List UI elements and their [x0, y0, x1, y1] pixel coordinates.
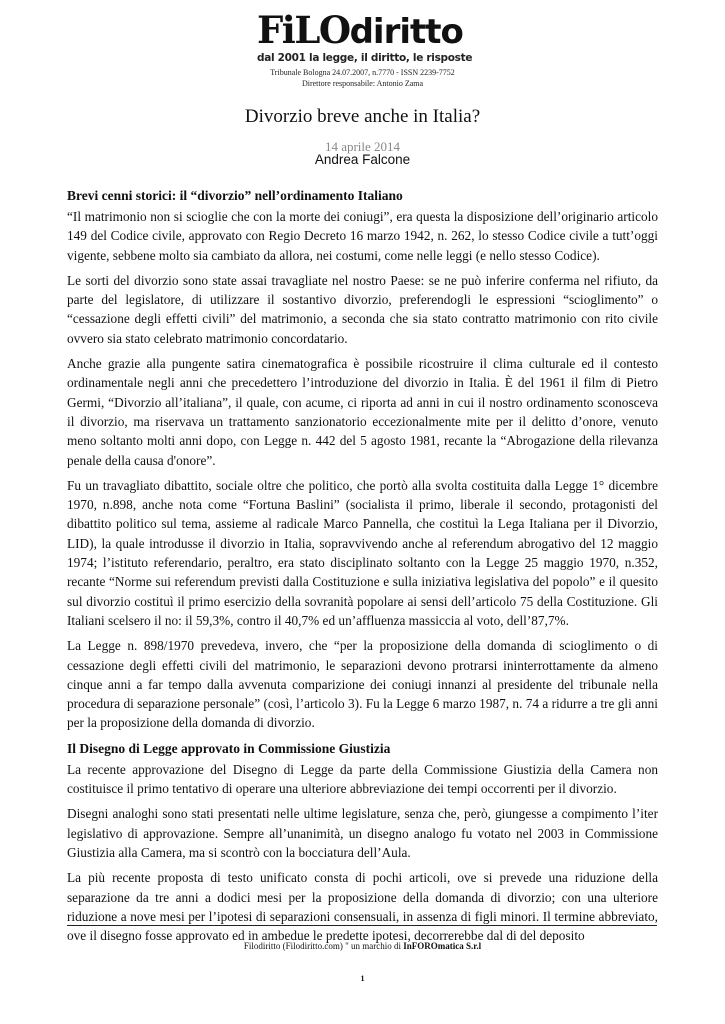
footer-divider [67, 925, 657, 926]
section-heading: Brevi cenni storici: il “divorzio” nell’ordinamento Italiano [67, 188, 403, 203]
paragraph: La più recente proposta di testo unificato consta di pochi articoli, ove si prevede una riduzione della separazione da tre anni a dodici mesi per la proposizione della domanda di divorzio; con una ulteriore riduzione a nove mesi per l’ipotesi di separazioni consensuali, in assenza di figli minori. Il termine abbreviato, ove il disegno fosse approvato ed in ambedue le predette ipotesi, decorrerebbe dal di del deposito [67, 870, 658, 944]
paragraph: Disegni analoghi sono stati presentati nelle ultime legislature, senza che, però, giungesse a compimento l’iter legislativo di approvazione. Sempre all’unanimità, un disegno analogo fu votato nel 2003 in Commissione Giustizia alla Camera, ma si scontrò con la bocciatura dell’Aula. [67, 806, 658, 860]
filodiritto-logo [257, 8, 473, 66]
article-body [67, 186, 658, 951]
paragraph: Le sorti del divorzio sono state assai travagliate nel nostro Paese: se ne può inferire conferma nel rifiuto, da parte del legislatore, di utilizzare il sostantivo divorzio, preferendogli le espressioni “scioglimento” o “cessazione degli effetti civili” del matrimonio, a seconda che sia stato contratto matrimonio con rito civile ovvero sia stato celebrato matrimonio concordatario. [67, 272, 658, 346]
paragraph: Fu un travagliato dibattito, sociale oltre che politico, che portò alla svolta costituita dalla Legge 1° dicembre 1970, n.898, anche nota come “Fortuna Baslini” (socialista il primo, liberale il secondo, protagonisti del dibattito politico sul tema, assieme al radicale Marco Pannella, che costituì la Lega Italiana per il Divorzio, LID), la quale introdusse il divorzio in Italia, sopravvivendo anche al referendum abrogativo del 12 maggio 1974; l’istituto referendario, peraltro, era stato disciplinato soltanto con la Legge 25 maggio 1970, n.352, recante “Norme sui referendum previsti dalla Costituzione e sulla iniziativa legislativa del popolo” e il quesito sul divorzio costituì il primo esercizio della sovranità popolare ai sensi dell’articolo 75 della Costituzione. Gli Italiani scelsero il no: il 59,3%, contro il 40,7% ed un’affluenza massiccia al voto, dell’87,7%. [67, 477, 658, 628]
page-footer [0, 941, 725, 951]
article-date: 14 aprile 2014 [324, 139, 401, 154]
footer-company: InFOROmatica S.r.l [403, 941, 482, 951]
director-info: Direttore responsabile: Antonio Zama [301, 79, 424, 88]
logo-wordmark [257, 8, 463, 52]
paragraph: La Legge n. 898/1970 prevedeva, invero, che “per la proposizione della domanda di scioglimento o di cessazione degli effetti civili del matrimonio, le separazioni devono protrarsi ininterrottamente da almeno cinque anni a far tempo dalla avvenuta comparizione dei coniugi innanzi al presidente del tribunale nella procedura di separazione personale” (così, l’articolo 3). Fu la Legge 6 marzo 1987, n. 74 a ridurre a tre gli anni per la proposizione della domanda di divorzio. [67, 638, 658, 731]
paragraph: “Il matrimonio non si scioglie che con la morte dei coniugi”, era questa la disposizione dell’originario articolo 149 del Codice civile, approvato con Regio Decreto 16 marzo 1942, n. 262, lo stesso Codice civile a tutt’oggi vigente, sebbene molto sia cambiato da allora, nei costumi, come nelle leggi (e nello stesso Codice). [67, 209, 658, 263]
logo-part2: diritto [349, 12, 463, 52]
article-author: Andrea Falcone [314, 152, 411, 167]
logo-tagline: dal 2001 la legge, il diritto, le risposte [257, 52, 473, 64]
logo-part1: FiLO [257, 8, 350, 52]
section-heading: Il Disegno di Legge approvato in Commissione Giustizia [67, 740, 391, 756]
article-title: Divorzio breve anche in Italia? [244, 106, 481, 127]
paragraph: La recente approvazione del Disegno di Legge da parte della Commissione Giustizia della Camera non costituisce il primo tentativo di operare una ulteriore abbreviazione dei tempi occorrenti per il divorzio. [67, 761, 658, 797]
footer-text: Filodiritto (Filodiritto.com) " un marchio di [243, 941, 404, 951]
registration-info: Tribunale Bologna 24.07.2007, n.7770 - ISSN 2239-7752 [270, 68, 455, 77]
page-number: 1 [360, 974, 365, 983]
paragraph: Anche grazie alla pungente satira cinematografica è possibile ricostruire il clima culturale ed il contesto ordinamentale negli anni che precedettero l’introduzione del divorzio in Italia. È del 1961 il film di Pietro Germi, “Divorzio all’italiana”, il quale, con acume, ci riporta ad anni in cui il nostro ordinamento sconosceva il divorzio, ma riservava un trattamento sanzionatorio eccezionalmente mite per il delitto d’onore, venuto meno soltanto molti anni dopo, con Legge n. 442 del 5 agosto 1981, recante la “Abrogazione della rilevanza penale della causa d'onore”. [67, 356, 658, 468]
